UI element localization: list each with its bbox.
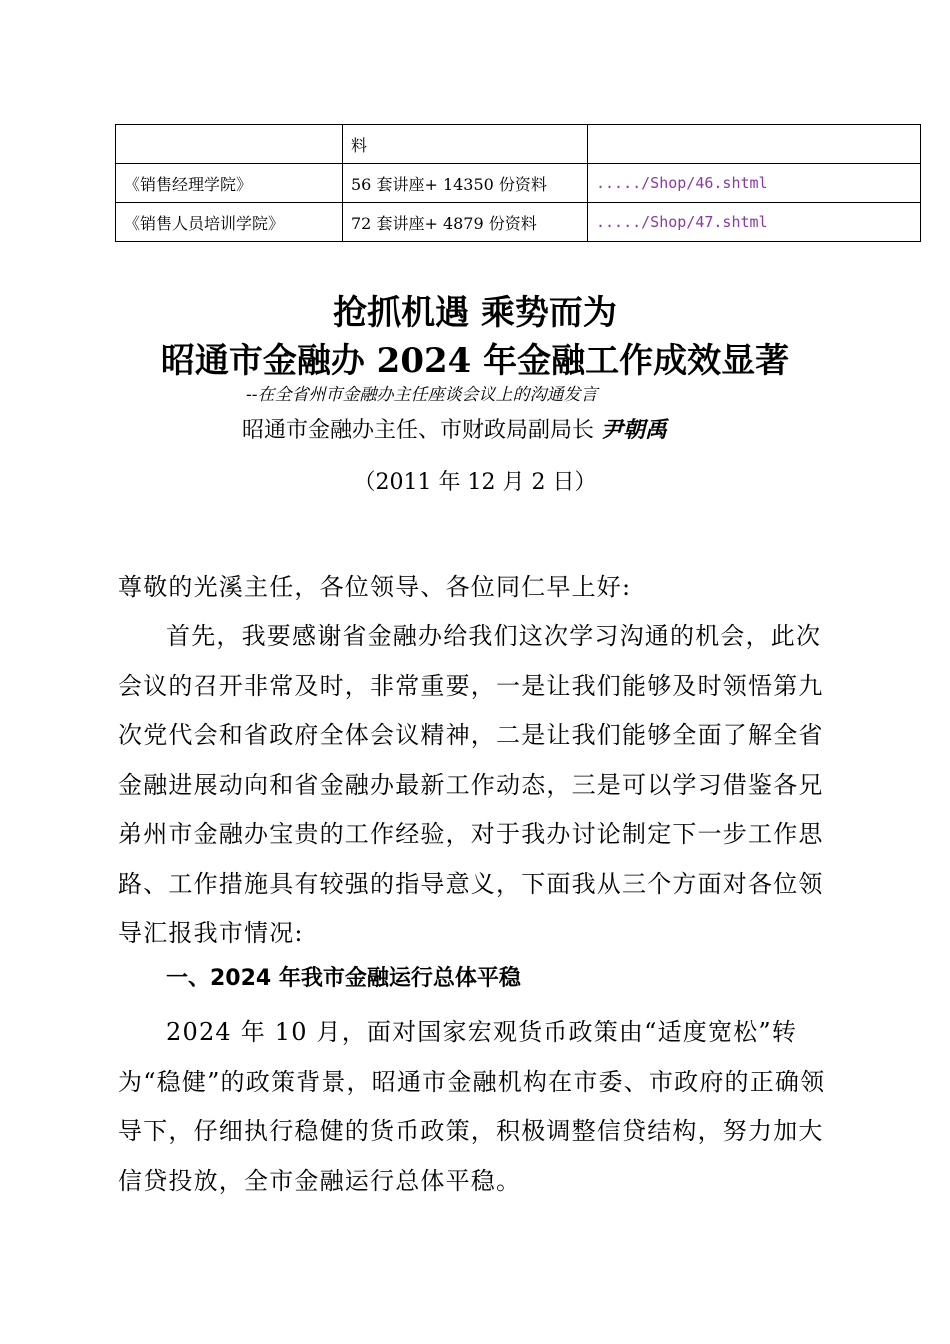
table-cell-link[interactable]: ...../Shop/46.shtml xyxy=(588,164,921,203)
paragraph-intro: 首先，我要感谢省金融办给我们这次学习沟通的机会，此次会议的召开非常及时，非常重要，一是让我们能够及时领悟第九次党代会和省政府全体会议精神，二是让我们能够全面了解全省金融进展动向和省金融办最新工作动态，三是可以学习借鉴各兄弟州市金融办宝贵的工作经验，对于我办讨论制定下一步工作思路、工作措施具有较强的指导意义，下面我从三个方面对各位领导汇报我市情况: xyxy=(118,622,824,947)
table-cell-desc: 56 套讲座+ 14350 份资料 xyxy=(343,164,588,203)
section-heading: 一、2024 年我市金融运行总体平稳 xyxy=(166,966,521,991)
table-cell-name: 《销售人员培训学院》 xyxy=(116,203,343,242)
table-row xyxy=(116,125,921,164)
table-cell-desc: 72 套讲座+ 4879 份资料 xyxy=(343,203,588,242)
table-cell-link[interactable] xyxy=(588,125,921,164)
author-role: 昭通市金融办主任、市财政局副局长 xyxy=(242,418,595,443)
table-row xyxy=(116,203,921,242)
document-title-line1: 抢抓机遇 乘势而为 xyxy=(333,293,617,333)
table-cell-name xyxy=(116,125,343,164)
document-subtitle: --在全省州市金融办主任座谈会议上的沟通发言 xyxy=(246,385,598,405)
resource-table xyxy=(115,124,921,242)
author-line xyxy=(242,413,667,444)
table-cell-desc: 料 xyxy=(343,125,588,164)
paragraph-section1: 2024 年 10 月，面对国家宏观货币政策由“适度宽松”转为“稳健”的政策背景，昭通市金融机构在市委、市政府的正确领导下，仔细执行稳健的货币政策，积极调整信贷结构，努力加大信贷投放，全市金融运行总体平稳。 xyxy=(118,1018,826,1195)
table-cell-name: 《销售经理学院》 xyxy=(116,164,343,203)
table-row xyxy=(116,164,921,203)
table-cell-link[interactable]: ...../Shop/47.shtml xyxy=(588,203,921,242)
greeting: 尊敬的光溪主任，各位领导、各位同仁早上好: xyxy=(118,573,632,601)
author-name: 尹朝禹 xyxy=(601,417,668,443)
document-date: （2011 年 12 月 2 日） xyxy=(353,470,597,495)
document-title-line2: 昭通市金融办 2024 年金融工作成效显著 xyxy=(160,341,790,381)
